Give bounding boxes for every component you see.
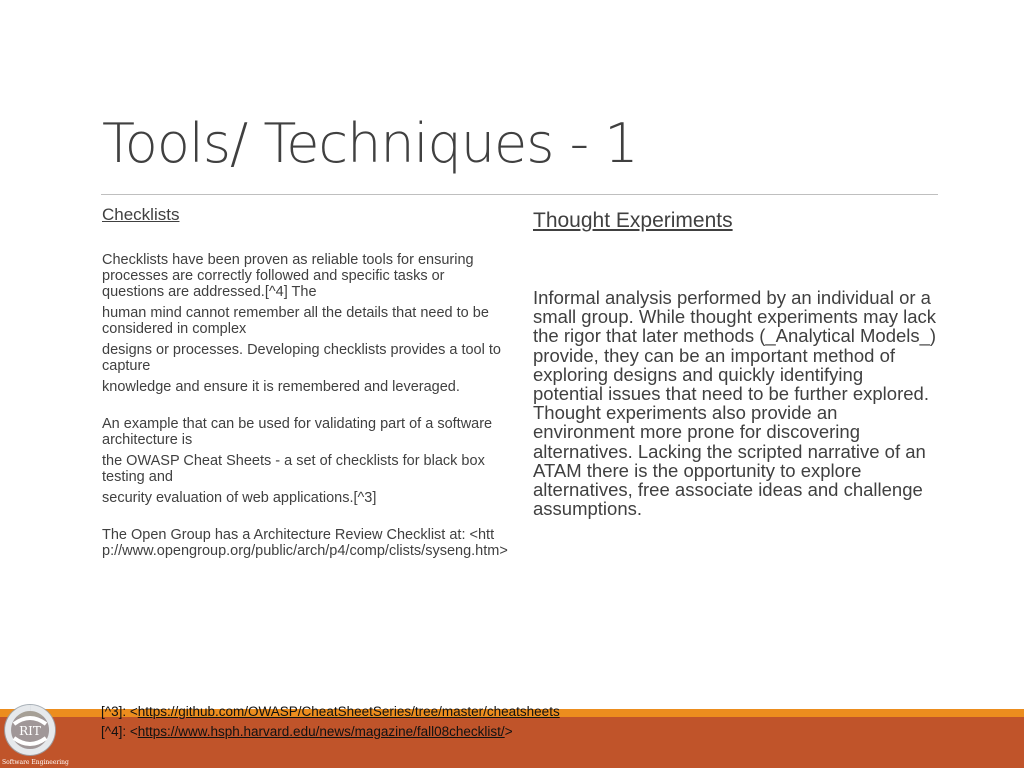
rit-logo (0, 698, 64, 768)
checklists-paragraph: knowledge and ensure it is remembered and leveraged. (102, 379, 460, 395)
checklists-paragraph: An example that can be used for validating part of a software architecture is (102, 416, 493, 448)
footnote-3: [^3]: <https://github.com/OWASP/CheatSheetSeries/tree/master/cheatsheets (101, 704, 560, 719)
footnote-4-link[interactable]: https://www.hsph.harvard.edu/news/magazine/fall08checklist/ (137, 724, 505, 739)
footnotes (101, 702, 560, 742)
thought-experiments-heading: Thought Experiments (533, 209, 733, 232)
footnote-4: [^4]: <https://www.hsph.harvard.edu/news/magazine/fall08checklist/> (101, 724, 513, 739)
thought-experiments-body: Informal analysis performed by an individual or a small group. While thought experiments may lack the rigor that later methods (_Analytical Models_) provide, they can be an important method of exploring designs and quickly identifying potential issues that need to be further explored. Thought experiments also provide an environment more prone for discovering alternatives. Lacking the scripted narrative of an ATAM there is the opportunity to explore alternatives, free associate ideas and challenge assumptions. (533, 287, 937, 520)
title-divider (101, 194, 938, 195)
thought-experiments-column (533, 206, 938, 518)
checklists-heading: Checklists (102, 205, 180, 224)
logo-caption: Software Engineering (2, 759, 69, 766)
checklists-paragraph: the OWASP Cheat Sheets - a set of checklists for black box testing and (102, 453, 485, 485)
checklists-column (102, 207, 510, 564)
checklists-paragraph: The Open Group has a Architecture Review Checklist at: <http://www.opengroup.org/public/arch/p4/comp/clists/syseng.htm> (102, 527, 508, 559)
checklists-paragraph: human mind cannot remember all the details that need to be considered in complex (102, 305, 489, 337)
slide-title: Tools/ Techniques - 1 (102, 112, 638, 175)
checklists-paragraph: security evaluation of web applications.[^3] (102, 490, 377, 506)
footnote-3-link[interactable]: https://github.com/OWASP/CheatSheetSeries/tree/master/cheatsheets (137, 704, 560, 719)
checklists-paragraph: Checklists have been proven as reliable tools for ensuring processes are correctly followed and specific tasks or questions are addressed.[^4] The (102, 252, 474, 300)
logo-text: RIT (19, 724, 41, 738)
checklists-paragraph: designs or processes. Developing checklists provides a tool to capture (102, 342, 501, 374)
